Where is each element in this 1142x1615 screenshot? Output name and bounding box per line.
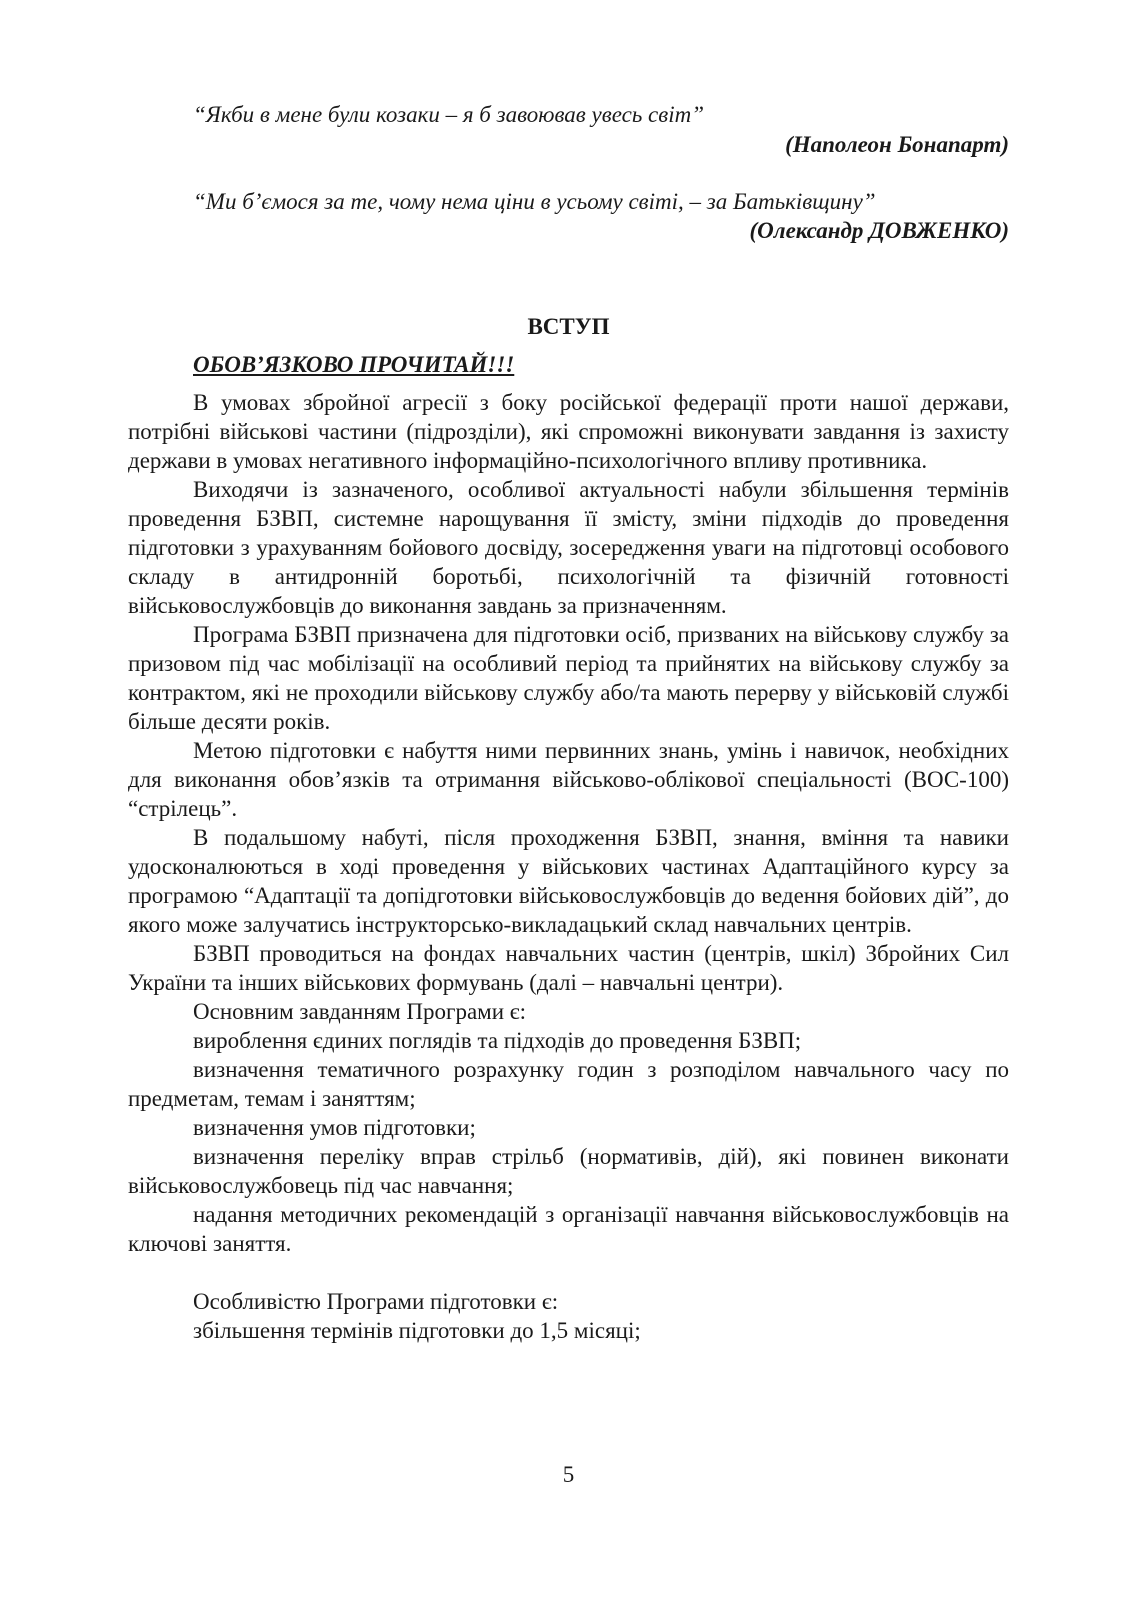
list-item: збільшення термінів підготовки до 1,5 місяці;	[193, 1318, 641, 1343]
paragraph: В подальшому набуті, після проходження БЗВП, знання, вміння та навики удосконалюються в ході проведення у військових частинах Адаптаційного курсу за програмою “Адаптації та допідготовки військовослужбовців до ведення бойових дій”, до якого може залучатись інструкторсько-викладацький склад навчальних центрів.	[128, 825, 1009, 937]
epigraph-quote-1: “Якби в мене були козаки – я б завоював увесь світ”	[193, 102, 705, 127]
section-heading: ВСТУП	[527, 314, 610, 339]
paragraph: Основним завданням Програми є:	[193, 999, 527, 1024]
list-item: вироблення єдиних поглядів та підходів до проведення БЗВП;	[193, 1028, 802, 1053]
must-read-notice: ОБОВ’ЯЗКОВО ПРОЧИТАЙ!!!	[193, 352, 515, 377]
document-page	[128, 0, 1009, 1615]
list-item: визначення тематичного розрахунку годин з розподілом навчального часу по предметам, темам і заняттям;	[128, 1057, 1009, 1111]
paragraph: Метою підготовки є набуття ними первинних знань, умінь і навичок, необхідних для виконання обов’язків та отримання військово-облікової спеціальності (ВОС-100) “стрілець”.	[128, 738, 1009, 821]
paragraph: Виходячи із зазначеного, особливої актуальності набули збільшення термінів проведення БЗВП, системне нарощування її змісту, зміни підходів до проведення підготовки з урахуванням бойового досвіду, зосередження уваги на підготовці особового складу в антидронній боротьбі, психологічній та фізичній готовності військовослужбовців до виконання завдань за призначенням.	[128, 477, 1009, 618]
paragraph: Програма БЗВП призначена для підготовки осіб, призваних на військову службу за призовом під час мобілізації на особливий період та прийнятих на військову службу за контрактом, які не проходили військову службу або/та мають перерву у військовій службі більше десяти років.	[128, 622, 1009, 734]
body-text	[128, 388, 1009, 1345]
page-number: 5	[562, 1462, 575, 1487]
paragraph: БЗВП проводиться на фондах навчальних частин (центрів, шкіл) Збройних Сил України та інших військових формувань (далі – навчальні центри).	[128, 941, 1009, 995]
list-item: визначення переліку вправ стрільб (нормативів, дій), які повинен виконати військовослужбовець під час навчання;	[128, 1144, 1009, 1198]
epigraph-author-2: (Олександр ДОВЖЕНКО)	[749, 218, 1009, 243]
features-intro: Особливістю Програми підготовки є:	[193, 1289, 559, 1314]
epigraph-quote-2: “Ми б’ємося за те, чому нема ціни в усьому світі, – за Батьківщину”	[193, 189, 876, 214]
epigraph-author-1: (Наполеон Бонапарт)	[785, 132, 1009, 157]
paragraph: В умовах збройної агресії з боку російської федерації проти нашої держави, потрібні військові частини (підрозділи), які спроможні виконувати завдання із захисту держави в умовах негативного інформаційно-психологічного впливу противника.	[128, 390, 1009, 473]
list-item: визначення умов підготовки;	[193, 1115, 476, 1140]
list-item: надання методичних рекомендацій з організації навчання військовослужбовців на ключові заняття.	[128, 1202, 1009, 1256]
